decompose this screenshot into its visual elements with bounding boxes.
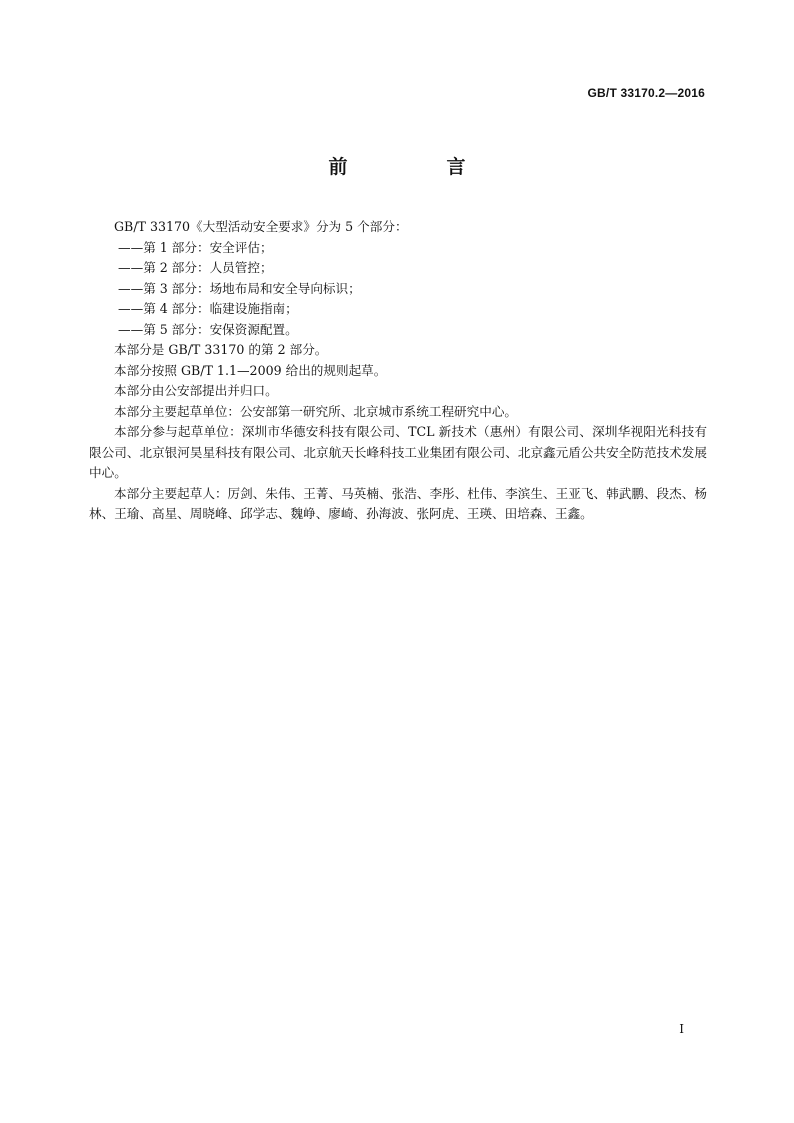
main-drafters-paragraph: 本部分主要起草人：厉剑、朱伟、王菁、马英楠、张浩、李彤、杜伟、李滨生、王亚飞、韩武鹏、段杰、杨林、王瑜、高星、周晓峰、邱学志、魏峥、廖崎、孙海波、张阿虎、王瑛、田培森、王鑫。 <box>89 485 707 521</box>
standard-code-header: GB/T 33170.2—2016 <box>587 86 705 100</box>
main-drafting-units-paragraph: 本部分主要起草单位：公安部第一研究所、北京城市系统工程研究中心。 <box>114 403 517 419</box>
intro-paragraph: GB/T 33170《大型活动安全要求》分为 5 个部分： <box>114 219 408 234</box>
list-item-part-2: ——第 2 部分：人员管控； <box>118 260 273 275</box>
page-number: I <box>679 1022 684 1036</box>
list-item-part-3: ——第 3 部分：场地布局和安全导向标识； <box>118 280 361 296</box>
list-item-part-1: ——第 1 部分：安全评估； <box>118 239 273 255</box>
part-statement-paragraph: 本部分是 GB/T 33170 的第 2 部分。 <box>114 342 328 357</box>
list-item-part-4: ——第 4 部分：临建设施指南； <box>118 301 298 316</box>
participating-units-paragraph: 本部分参与起草单位：深圳市华德安科技有限公司、TCL 新技术（惠州）有限公司、深圳华视阳光科技有限公司、北京银河昊星科技有限公司、北京航天长峰科技工业集团有限公司、北京鑫元盾公共安全防范技术发展中心。 <box>89 424 707 480</box>
page-title: 前 言 <box>328 156 506 178</box>
proposer-paragraph: 本部分由公安部提出并归口。 <box>114 383 278 398</box>
list-item-part-5: ——第 5 部分：安保资源配置。 <box>118 321 298 337</box>
foreword-body <box>89 217 707 525</box>
drafting-rules-paragraph: 本部分按照 GB/T 1.1—2009 给出的规则起草。 <box>114 362 387 378</box>
